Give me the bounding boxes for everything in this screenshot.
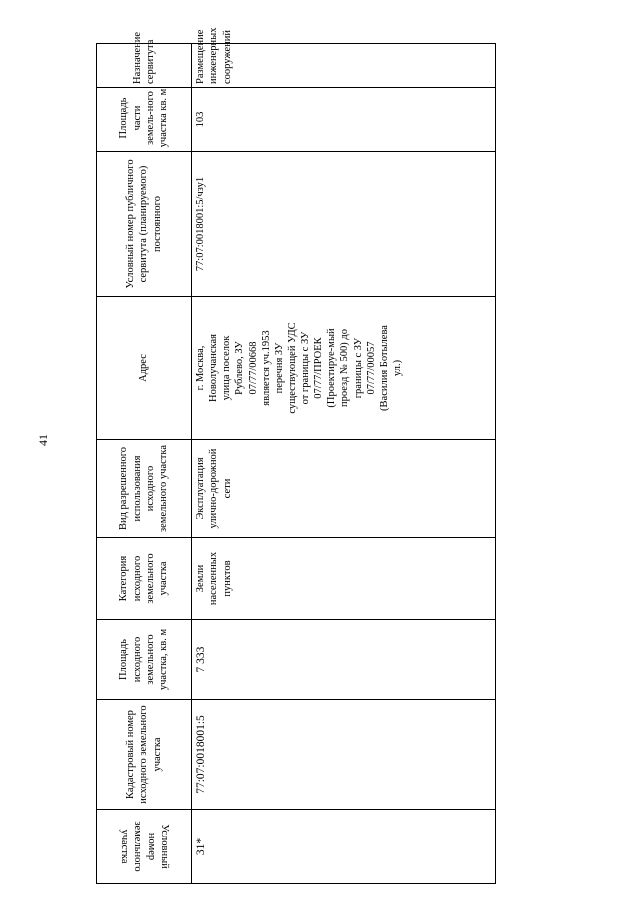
header-servitude-num: Условный номер публичного сервитута (планируемого) постоянного	[97, 152, 192, 297]
page-number: 41	[36, 434, 50, 446]
cell-cond-num: 31*	[192, 810, 496, 884]
header-purpose: Назначение сервитута	[97, 44, 192, 88]
cell-cadastral: 77:07:0018001:5	[192, 700, 496, 810]
cell-purpose: Размещение инженерных сооружений	[192, 44, 496, 88]
cell-permitted-use: Эксплуатация улично-дорожной сети	[192, 440, 496, 538]
cell-category: Земли населенных пунктов	[192, 538, 496, 620]
header-src-area: Площадь исходного земельного участка, кв. м	[97, 620, 192, 700]
header-category: Категория исходного земельного участка	[97, 538, 192, 620]
header-address: Адрес	[97, 297, 192, 440]
cell-part-area: 103	[192, 88, 496, 152]
cell-address: г. Москва, Новолучанская улица поселок Рублево, ЗУ 07/77/00668 является уч.1953 перечня ЗУ существующей УДС от границы с ЗУ 07/77/ПРОЕК (Проектируе-мый проезд № 500) до границы с ЗУ 07/77/00057 (Василия Ботылева ул.)	[192, 297, 496, 440]
cell-servitude-num: 77:07:0018001:5/чзу1	[192, 152, 496, 297]
table-row	[192, 44, 496, 884]
header-permitted-use: Вид разрешенного использования исходного земельного участка	[97, 440, 192, 538]
document-table-rotated	[96, 27, 496, 884]
cell-src-area: 7 333	[192, 620, 496, 700]
header-cadastral: Кадастровый номер исходного земельного участка	[97, 700, 192, 810]
header-part-area: Площадь части земель-ного участка кв. м	[97, 88, 192, 152]
header-row	[97, 44, 192, 884]
servitude-table	[96, 27, 496, 884]
header-cond-num: Условный номер земельного участка	[97, 810, 192, 884]
